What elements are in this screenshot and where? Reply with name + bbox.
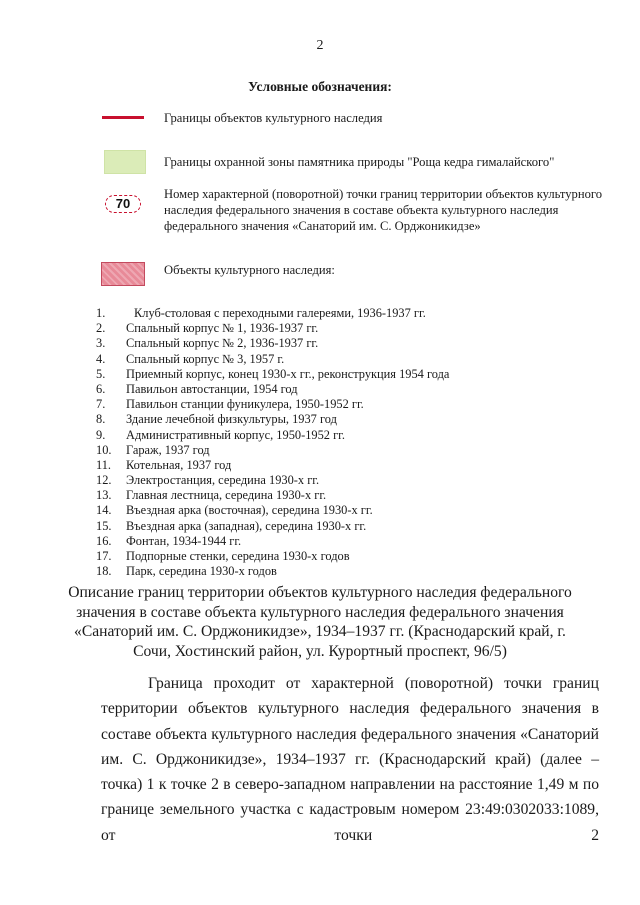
list-item-text: Павильон станции фуникулера, 1950-1952 гг. [126, 397, 364, 412]
list-item [96, 503, 596, 518]
list-item-number: 12. [96, 473, 112, 488]
list-item-number: 8. [96, 412, 106, 427]
list-item-number: 17. [96, 549, 112, 563]
list-item-number: 2. [96, 321, 106, 336]
list-item-number: 9. [96, 427, 106, 442]
list-item-text: Котельная, 1937 год [126, 457, 232, 472]
list-item [96, 564, 596, 579]
list-item [96, 306, 596, 321]
list-item-number: 5. [96, 366, 106, 381]
list-item [96, 473, 596, 488]
list-item-text: Клуб-столовая с переходными галереями, 1936-1937 гг. [134, 306, 426, 320]
list-item-number: 18. [96, 564, 112, 579]
list-item [96, 382, 596, 397]
list-item-text: Подпорные стенки, середина 1930-х годов [126, 549, 350, 563]
list-item-number: 6. [96, 381, 106, 396]
list-item-text: Главная лестница, середина 1930-х гг. [126, 488, 327, 503]
legend-text-protection-zone: Границы охранной зоны памятника природы "Роща кедра гималайского" [164, 155, 555, 169]
description-heading: Описание границ территории объектов культурного наследия федерального значения в составе объекта культурного наследия федерального значения «Санаторий им. С. Орджоникидзе», 1934–1937 гг. (Краснодарский край, г. Сочи, Хостинский район, ул. Курортный проспект, 96/5) [68, 584, 572, 660]
legend-text-turning-point: Номер характерной (поворотной) точки границ территории объектов культурного наследия федерального значения в составе объекта культурного наследия федерального значения «Санаторий им. С. Орджоникидзе» [164, 187, 603, 233]
list-item [96, 443, 596, 458]
legend-text-boundary: Границы объектов культурного наследия [164, 111, 383, 125]
list-item-number: 10. [96, 442, 112, 457]
list-item [96, 367, 596, 382]
list-item-text: Здание лечебной физкультуры, 1937 год [126, 412, 337, 427]
list-item [96, 458, 596, 473]
list-item-number: 4. [96, 351, 106, 366]
list-item-number: 13. [96, 488, 112, 503]
list-item [96, 352, 596, 367]
list-item-text: Электростанция, середина 1930-х гг. [126, 473, 320, 488]
list-item-text: Павильон автостанции, 1954 год [126, 381, 298, 396]
list-item-text: Приемный корпус, конец 1930-х гг., реконструкция 1954 года [126, 366, 450, 381]
legend-title: Условные обозначения: [248, 79, 392, 94]
list-item [96, 321, 596, 336]
list-item-text: Спальный корпус № 2, 1936-1937 гг. [126, 336, 319, 351]
list-item [96, 534, 596, 549]
list-item [96, 428, 596, 443]
list-item [96, 336, 596, 351]
list-item-text: Парк, середина 1930-х годов [126, 564, 277, 579]
pink-hatched-fill-icon [101, 262, 145, 286]
list-item-number: 15. [96, 518, 112, 533]
page-number: 2 [316, 38, 324, 53]
green-zone-icon [104, 150, 146, 174]
list-item-number: 1. [96, 306, 106, 320]
list-item [96, 519, 596, 534]
list-item-text: Гараж, 1937 год [126, 442, 210, 457]
list-item-text: Въездная арка (восточная), середина 1930-х гг. [126, 503, 373, 518]
objects-list [96, 306, 596, 579]
turning-point-marker-icon: 70 [105, 195, 141, 213]
red-boundary-line-icon [102, 116, 144, 119]
legend-text-culture-objects: Объекты культурного наследия: [164, 263, 335, 277]
list-item-text: Административный корпус, 1950-1952 гг. [126, 427, 345, 442]
list-item-text: Спальный корпус № 3, 1957 г. [126, 351, 285, 366]
list-item-text: Фонтан, 1934-1944 гг. [126, 533, 242, 548]
list-item-number: 3. [96, 336, 106, 351]
list-item-number: 11. [96, 457, 112, 472]
list-item-text: Въездная арка (западная), середина 1930-х гг. [126, 518, 367, 533]
list-item-number: 14. [96, 503, 112, 518]
list-item-text: Спальный корпус № 1, 1936-1937 гг. [126, 321, 319, 336]
list-item [96, 549, 596, 564]
list-item [96, 397, 596, 412]
list-item-number: 16. [96, 533, 112, 548]
list-item [96, 488, 596, 503]
list-item-number: 7. [96, 397, 106, 412]
list-item [96, 412, 596, 427]
description-paragraph: Граница проходит от характерной (поворотной) точки границ территории объектов культурного наследия федерального значения в составе объекта культурного наследия федерального значения «Санаторий им. С. Орджоникидзе», 1934–1937 гг. (Краснодарский край) (далее – точка) 1 к точке 2 в северо-западном направлении на расстояние 1,49 м по границе земельного участка с кадастровым номером 23:49:0302033:1089, от точки 2 [101, 675, 599, 844]
